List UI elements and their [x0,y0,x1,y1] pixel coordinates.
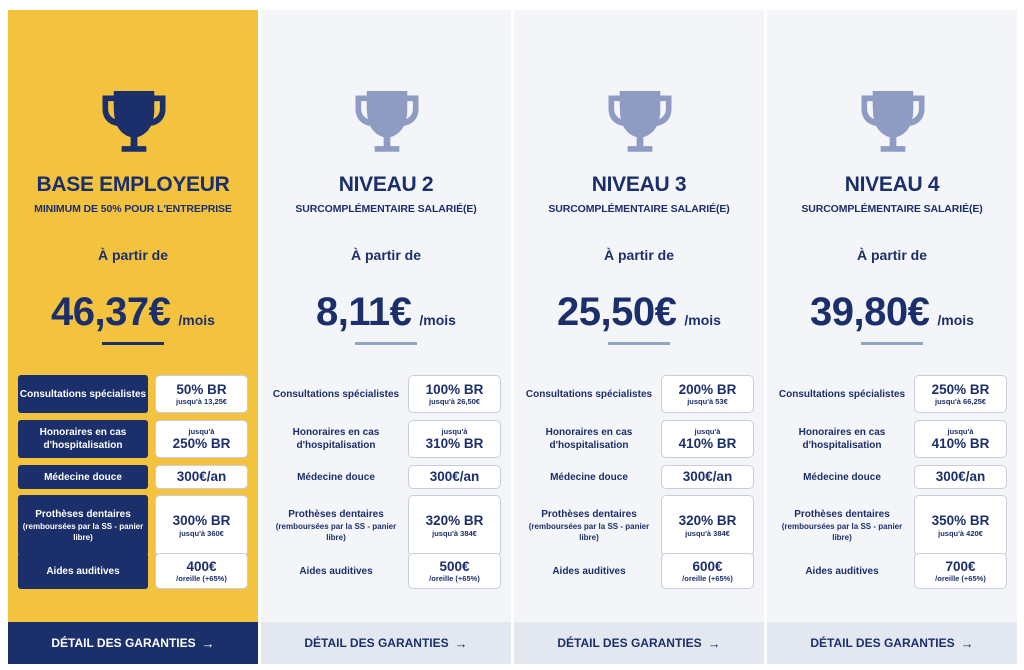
guarantee-label: Médecine douce [44,471,122,483]
guarantee-label: Consultations spécialistes [525,388,653,400]
guarantee-value-note: /oreille (+65%) [429,574,480,584]
guarantee-label: Aides auditives [805,565,879,577]
divider [355,342,417,345]
guarantee-label-box [18,495,148,556]
guarantee-row [777,420,1007,458]
guarantee-value-box [914,420,1007,458]
price-amount: 39,80€ [810,290,930,334]
plan-card [514,10,764,664]
arrow-right-icon: → [960,635,974,651]
guarantee-label-box [777,465,907,489]
guarantee-row [777,375,1007,413]
guarantee-row [18,553,248,589]
guarantees-detail-link[interactable] [514,622,764,664]
guarantee-value: 250% BR [931,381,990,397]
guarantee-row [271,375,501,413]
guarantee-label: Prothèses dentaires [541,508,637,520]
guarantee-value-note: /oreille (+65%) [935,574,986,584]
price [767,290,1017,335]
price-period: /mois [419,312,456,328]
guarantee-value: 600€ [692,558,723,574]
guarantee-label: Consultations spécialistes [272,388,400,400]
guarantee-label-box [524,465,654,489]
guarantee-label-box [777,375,907,413]
price-period: /mois [937,312,974,328]
guarantee-label-box [271,495,401,556]
guarantee-value: 250% BR [172,435,231,451]
plan-title: NIVEAU 3 [591,173,687,196]
trophy-icon [98,82,170,154]
guarantee-label-box [18,375,148,413]
guarantee-label: Honoraires en cas d'hospitalisation [39,427,127,451]
guarantee-value: 500€ [439,558,470,574]
arrow-right-icon: → [454,635,468,651]
guarantee-label: Aides auditives [46,565,120,577]
guarantee-row [271,465,501,489]
guarantee-value: 100% BR [425,381,484,397]
guarantee-label: Aides auditives [299,565,373,577]
guarantee-value-note: jusqu'à [947,426,974,436]
guarantees-detail-link[interactable] [261,622,511,664]
guarantee-value-note: jusqu'à 66,25€ [935,397,986,407]
guarantee-value-box [914,495,1007,556]
guarantee-value-box [155,465,248,489]
guarantee-value: 320% BR [425,513,484,529]
guarantee-label: Prothèses dentaires [35,508,131,520]
guarantee-label-box [524,495,654,556]
price [514,290,764,335]
guarantees-detail-link[interactable] [8,622,258,664]
guarantee-value-note: jusqu'à 384€ [685,528,730,538]
guarantee-value-box [661,495,754,556]
plan-subtitle: MINIMUM DE 50% POUR L'ENTREPRISE [34,203,232,215]
guarantee-value: 200% BR [678,381,737,397]
guarantee-label-box [271,553,401,589]
divider [861,342,923,345]
guarantee-value-box [155,375,248,413]
guarantee-row [777,553,1007,589]
guarantee-value-note: jusqu'à 420€ [938,528,983,538]
guarantee-label: Prothèses dentaires [288,508,384,520]
guarantee-value-note: jusqu'à [188,426,215,436]
guarantee-value-box [914,553,1007,589]
guarantee-label-box [524,420,654,458]
trophy-icon [351,82,423,154]
guarantee-value-box [408,375,501,413]
guarantee-label-box [271,420,401,458]
cta-label: DÉTAIL DES GARANTIES [557,636,702,650]
guarantee-row [18,465,248,489]
guarantee-value-box [155,495,248,556]
guarantee-value: 300€/an [429,469,480,485]
guarantee-row [524,495,754,556]
guarantee-label-box [18,465,148,489]
arrow-right-icon: → [707,635,721,651]
guarantee-value: 300€/an [682,469,733,485]
guarantee-row [271,553,501,589]
guarantee-label: Honoraires en cas d'hospitalisation [798,427,886,451]
cta-label: DÉTAIL DES GARANTIES [304,636,449,650]
guarantee-value: 300% BR [172,513,231,529]
guarantee-value-note: jusqu'à 26,50€ [429,397,480,407]
guarantee-value-box [155,420,248,458]
guarantee-value-note: /oreille (+65%) [682,574,733,584]
guarantee-label: Prothèses dentaires [794,508,890,520]
price-from-label: À partir de [97,247,168,263]
guarantee-label: Aides auditives [552,565,626,577]
guarantee-value: 410% BR [678,435,737,451]
guarantee-value: 700€ [945,558,976,574]
plan-title: BASE EMPLOYEUR [36,173,230,196]
guarantee-value: 300€/an [176,469,227,485]
guarantee-label: Médecine douce [550,471,628,483]
guarantee-label-box [18,553,148,589]
guarantee-value-box [408,420,501,458]
guarantee-value-note: jusqu'à [694,426,721,436]
guarantee-label-box [271,465,401,489]
guarantee-value: 50% BR [176,381,227,397]
guarantee-row [18,375,248,413]
guarantee-row [524,420,754,458]
guarantee-row [271,420,501,458]
guarantee-label-box [777,420,907,458]
price [261,290,511,335]
plan-subtitle: SURCOMPLÉMENTAIRE SALARIÉ(E) [548,203,730,215]
guarantee-label-note: (remboursées par la SS - panier libre) [781,521,903,542]
guarantee-row [18,420,248,458]
guarantee-row [524,465,754,489]
price-amount: 46,37€ [51,290,171,334]
guarantee-label: Honoraires en cas d'hospitalisation [545,427,633,451]
price-period: /mois [684,312,721,328]
trophy-icon [604,82,676,154]
guarantee-row [524,553,754,589]
guarantee-value-note: jusqu'à 384€ [432,528,477,538]
cta-label: DÉTAIL DES GARANTIES [810,636,955,650]
guarantee-value-box [661,553,754,589]
guarantee-label-box [777,495,907,556]
price [8,290,258,335]
guarantee-value-box [914,375,1007,413]
guarantee-label-box [777,553,907,589]
guarantee-row [271,495,501,556]
guarantee-label-note: (remboursées par la SS - panier libre) [528,521,650,542]
guarantee-value-box [408,465,501,489]
guarantee-value: 300€/an [935,469,986,485]
guarantee-value: 310% BR [425,435,484,451]
guarantee-row [18,495,248,556]
guarantee-value-note: /oreille (+65%) [176,574,227,584]
plan-card [261,10,511,664]
guarantee-label: Consultations spécialistes [19,388,147,400]
guarantee-value-box [661,375,754,413]
guarantee-label-note: (remboursées par la SS - panier libre) [22,521,144,542]
guarantee-row [777,465,1007,489]
guarantee-label: Honoraires en cas d'hospitalisation [292,427,380,451]
guarantee-value: 410% BR [931,435,990,451]
pricing-plans [8,10,1020,664]
plan-subtitle: SURCOMPLÉMENTAIRE SALARIÉ(E) [801,203,983,215]
guarantee-label-box [271,375,401,413]
guarantee-label-box [524,553,654,589]
plan-title: NIVEAU 2 [338,173,434,196]
guarantee-value-box [155,553,248,589]
guarantee-value-box [661,420,754,458]
plan-title: NIVEAU 4 [844,173,940,196]
guarantee-value-box [661,465,754,489]
guarantee-value-note: jusqu'à 360€ [179,528,224,538]
guarantee-value-box [408,495,501,556]
price-from-label: À partir de [856,247,927,263]
guarantee-row [524,375,754,413]
price-from-label: À partir de [350,247,421,263]
trophy-icon [857,82,929,154]
guarantee-label: Médecine douce [803,471,881,483]
price-amount: 8,11€ [316,290,412,334]
guarantee-label: Consultations spécialistes [778,388,906,400]
guarantee-value-box [408,553,501,589]
guarantee-value: 320% BR [678,513,737,529]
guarantee-label-box [18,420,148,458]
guarantee-value: 350% BR [931,513,990,529]
guarantee-value: 400€ [186,558,217,574]
price-amount: 25,50€ [557,290,677,334]
guarantee-value-note: jusqu'à [441,426,468,436]
guarantee-label-box [524,375,654,413]
guarantee-value-note: jusqu'à 13,25€ [176,397,227,407]
divider [608,342,670,345]
cta-label: DÉTAIL DES GARANTIES [51,636,196,650]
plan-card [767,10,1017,664]
guarantee-label-note: (remboursées par la SS - panier libre) [275,521,397,542]
divider [102,342,164,345]
price-period: /mois [178,312,215,328]
guarantee-label: Médecine douce [297,471,375,483]
price-from-label: À partir de [603,247,674,263]
plan-subtitle: SURCOMPLÉMENTAIRE SALARIÉ(E) [295,203,477,215]
guarantee-row [777,495,1007,556]
guarantee-value-box [914,465,1007,489]
plan-card [8,10,258,664]
guarantee-value-note: jusqu'à 53€ [687,397,728,407]
arrow-right-icon: → [201,635,215,651]
guarantees-detail-link[interactable] [767,622,1017,664]
